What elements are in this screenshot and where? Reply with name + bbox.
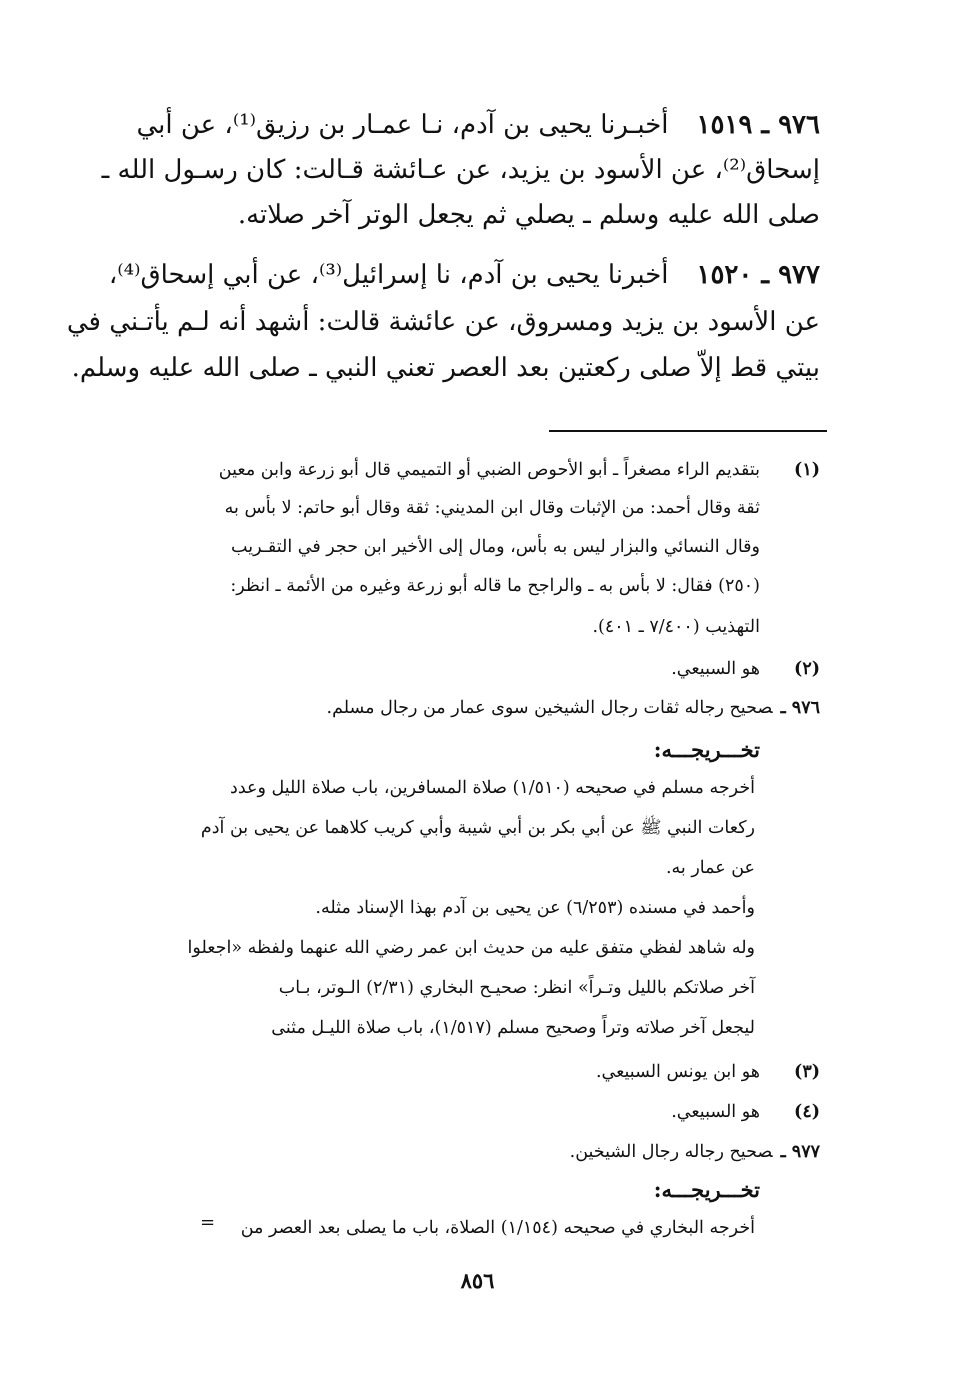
- takhrij-976-line-6: آخر صلاتكم بالليل وتـراً» انظر: صحيـح البخاري (٢/٣١) الـوتر، بـاب: [278, 978, 755, 998]
- hadith-number: ٩٧٧ ـ ١٥٢٠: [696, 260, 820, 290]
- hadith-number: ٩٧٦ ـ ١٥١٩: [696, 110, 820, 140]
- hadith-977-line-1: ٩٧٧ ـ ١٥٢٠أخبرنا يحيى بن آدم، نا إسرائيل⁽³⁾، عن أبي إسحاق⁽⁴⁾،: [108, 260, 820, 290]
- footnote-divider: [549, 430, 827, 432]
- hadith-977-line-2: عن الأسود بن يزيد ومسروق، عن عائشة قالت: أشهد أنه لـم يأتـني في: [66, 307, 820, 337]
- takhrij-976-line-1: أخرجه مسلم في صحيحه (١/٥١٠) صلاة المسافرين، باب صلاة الليل وعدد: [230, 778, 755, 798]
- hadith-976-line-1: ٩٧٦ ـ ١٥١٩أخبـرنا يحيى بن آدم، نـا عمـار بن رزيق⁽¹⁾، عن أبي: [136, 110, 820, 140]
- footnote-marker: (٣): [794, 1062, 820, 1082]
- hadith-976-grading: ٩٧٦ ـصحيح رجاله ثقات رجال الشيخين سوى عمار من رجال مسلم.: [326, 698, 820, 718]
- hadith-976-line-2: إسحاق⁽²⁾، عن الأسود بن يزيد، عن عـائشة قـالت: كان رسـول الله ـ: [101, 155, 820, 185]
- footnote-marker: (١): [794, 460, 820, 480]
- footnote-4-text: هو السبيعي.: [671, 1102, 760, 1122]
- takhrij-976-line-3: عن عمار به.: [665, 858, 755, 878]
- takhrij-heading: تخـــريجـــه:: [653, 1177, 760, 1202]
- footnote-1-line-4: (٢٥٠) فقال: لا بأس به ـ والراجح ما قاله أبو زرعة وغيره من الأئمة ـ انظر:: [230, 576, 760, 596]
- takhrij-977-line-1: أخرجه البخاري في صحيحه (١/١٥٤) الصلاة، باب ما يصلى بعد العصر من: [240, 1218, 755, 1238]
- footnote-marker: (٢): [794, 659, 820, 679]
- hadith-976-line-3: صلى الله عليه وسلم ـ يصلي ثم يجعل الوتر آخر صلاته.: [237, 200, 820, 230]
- footnote-1-line-5: التهذيب (٧/٤٠٠ ـ ٤٠١).: [592, 617, 760, 637]
- hadith-977-grading: ٩٧٧ ـصحيح رجاله رجال الشيخين.: [569, 1142, 820, 1162]
- takhrij-976-line-2: ركعات النبي ﷺ عن أبي بكر بن أبي شيبة وأبي كريب كلاهما عن يحيى بن آدم: [200, 818, 755, 838]
- takhrij-976-line-4: وأحمد في مسنده (٦/٢٥٣) عن يحيى بن آدم بهذا الإسناد مثله.: [315, 898, 755, 918]
- footnote-1-line-2: ثقة وقال أحمد: من الإثبات وقال ابن المديني: ثقة وقال أبو حاتم: لا بأس به: [224, 498, 760, 518]
- continuation-mark: =: [200, 1212, 216, 1233]
- footnote-2-text: هو السبيعي.: [671, 659, 760, 679]
- footnote-1-line-1: بتقديم الراء مصغراً ـ أبو الأحوص الضبي أو التميمي قال أبو زرعة وابن معين: [218, 460, 760, 480]
- footnote-marker: (٤): [794, 1102, 820, 1122]
- takhrij-976-line-5: وله شاهد لفظي متفق عليه من حديث ابن عمر رضي الله عنهما ولفظه «اجعلوا: [187, 938, 755, 958]
- takhrij-976-line-7: ليجعل آخر صلاته وتراً وصحيح مسلم (١/٥١٧)، باب صلاة الليـل مثنى: [271, 1018, 755, 1038]
- page-number: ٨٥٦: [460, 1268, 495, 1293]
- footnote-1-line-3: وقال النسائي والبزار ليس به بأس، ومال إلى الأخير ابن حجر في التقـريب: [231, 537, 760, 557]
- hadith-977-line-3: بيتي قط إلاّ صلى ركعتين بعد العصر تعني النبي ـ صلى الله عليه وسلم.: [71, 353, 820, 383]
- takhrij-heading: تخـــريجـــه:: [653, 737, 760, 762]
- footnote-3-text: هو ابن يونس السبيعي.: [595, 1062, 760, 1082]
